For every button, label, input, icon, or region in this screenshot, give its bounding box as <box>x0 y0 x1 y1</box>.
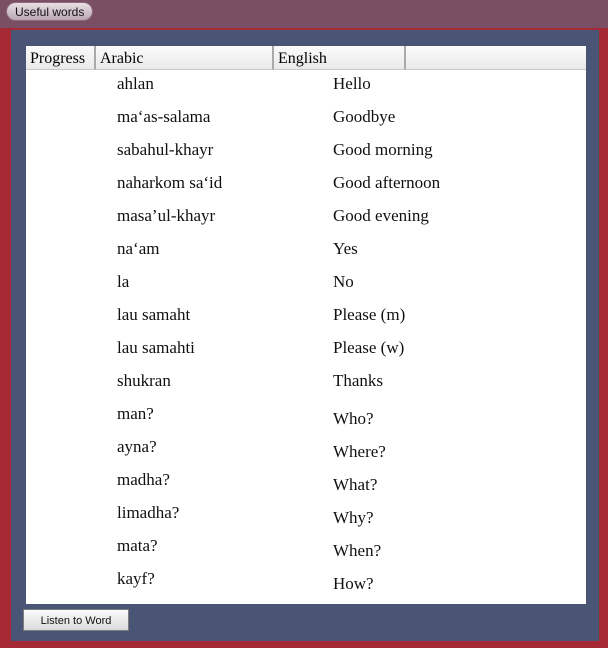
window-title-bar <box>0 0 608 28</box>
listen-to-word-button[interactable]: Listen to Word <box>23 609 129 631</box>
english-word: Please (w) <box>333 338 405 357</box>
table-row[interactable] <box>26 70 586 103</box>
table-row[interactable] <box>26 400 586 433</box>
table-header <box>26 46 586 70</box>
table-row[interactable] <box>26 268 586 301</box>
english-word: Who? <box>333 409 374 428</box>
english-word: Please (m) <box>333 305 406 324</box>
column-header-empty <box>406 46 586 70</box>
english-word: Why? <box>333 508 374 527</box>
english-word: Good morning <box>333 140 433 159</box>
arabic-word: na‘am <box>117 239 160 258</box>
window-title[interactable]: Useful words <box>6 2 93 21</box>
english-word: Yes <box>333 239 358 258</box>
table-row[interactable] <box>26 367 586 400</box>
english-word: Good evening <box>333 206 429 225</box>
arabic-word: sabahul-khayr <box>117 140 214 159</box>
arabic-word: masa’ul-khayr <box>117 206 216 225</box>
arabic-word: kayf? <box>117 569 155 588</box>
table-row[interactable] <box>26 202 586 235</box>
arabic-word: ma‘as-salama <box>117 107 211 126</box>
english-word: Where? <box>333 442 386 461</box>
arabic-word: ahlan <box>117 74 154 93</box>
table-row[interactable] <box>26 433 586 466</box>
table-row[interactable] <box>26 103 586 136</box>
table-row[interactable] <box>26 169 586 202</box>
arabic-word: limadha? <box>117 503 180 522</box>
arabic-word: lau samahti <box>117 338 195 357</box>
arabic-word: ayna? <box>117 437 157 456</box>
english-word: Hello <box>333 74 371 93</box>
english-word: What? <box>333 475 378 494</box>
english-word: How? <box>333 574 374 593</box>
word-list-panel <box>26 46 586 604</box>
table-row[interactable] <box>26 499 586 532</box>
arabic-word: lau samaht <box>117 305 191 324</box>
table-row[interactable] <box>26 334 586 367</box>
english-word: Goodbye <box>333 107 396 126</box>
column-header-progress[interactable]: Progress <box>26 46 96 70</box>
table-row[interactable] <box>26 136 586 169</box>
arabic-word: shukran <box>117 371 171 390</box>
column-header-english[interactable]: English <box>274 46 406 70</box>
arabic-word: mata? <box>117 536 158 555</box>
table-row[interactable] <box>26 466 586 499</box>
arabic-word: la <box>117 272 130 291</box>
column-header-arabic[interactable]: Arabic <box>96 46 274 70</box>
table-row[interactable] <box>26 532 586 565</box>
english-word: No <box>333 272 354 291</box>
table-row[interactable] <box>26 565 586 598</box>
table-row[interactable] <box>26 235 586 268</box>
word-rows <box>26 70 586 598</box>
arabic-word: madha? <box>117 470 170 489</box>
arabic-word: man? <box>117 404 154 423</box>
english-word: Good afternoon <box>333 173 441 192</box>
english-word: When? <box>333 541 382 560</box>
table-row[interactable] <box>26 301 586 334</box>
english-word: Thanks <box>333 371 384 390</box>
arabic-word: naharkom sa‘id <box>117 173 223 192</box>
